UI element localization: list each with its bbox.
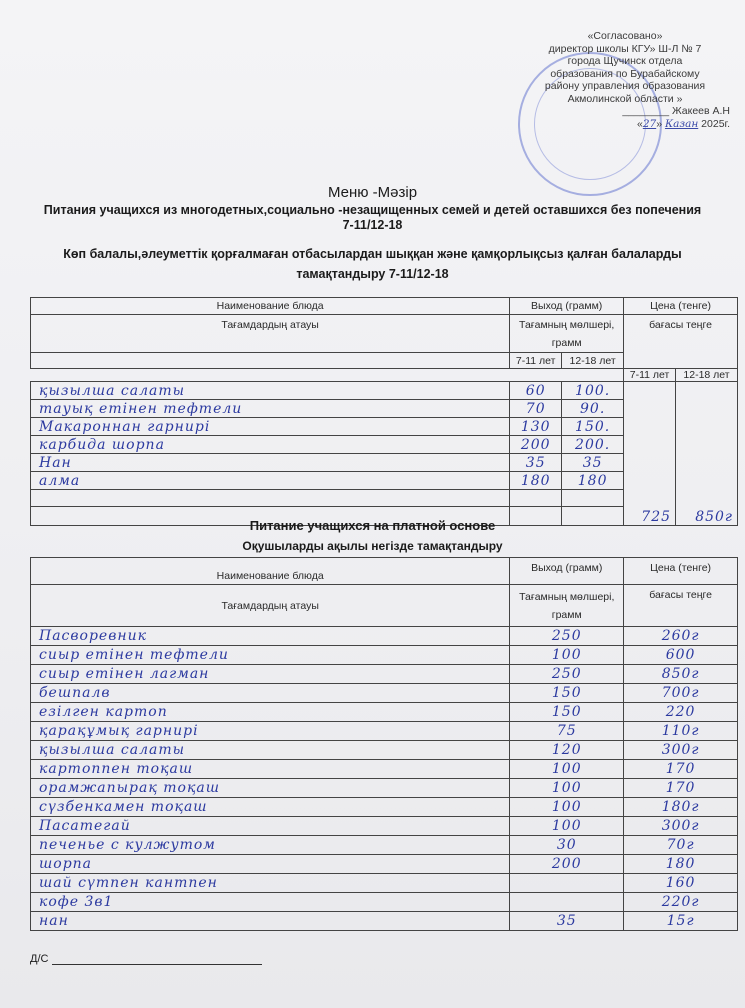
col-header-output-ru: Выход (грамм) — [510, 298, 624, 315]
grams: 100 — [510, 646, 624, 665]
price: 180г — [624, 798, 738, 817]
subtitle-kz — [0, 244, 745, 284]
subtitle-ru-text: Питания учащихся из многодетных,социально -незащищенных семей и детей оставшихся без попечения 7-11/12-18 — [43, 203, 702, 232]
dish-name: езілген картоп — [31, 703, 510, 722]
grams: 120 — [510, 741, 624, 760]
dish-name: алма — [31, 472, 510, 490]
price: 850г — [624, 665, 738, 684]
price: 170 — [624, 760, 738, 779]
empty-cell — [31, 353, 510, 369]
subtitle-kz-text: Көп балалы,әлеуметтік қорғалмаған отбасылардан шыққан және қамқорлықсыз қалған балаларды тамақтандыру 7-11/12-18 — [63, 247, 682, 281]
dish-name: қызылша салаты — [31, 741, 510, 760]
paid-section-title-kz: Оқушыларды ақылы негізде тамақтандыру — [242, 539, 503, 553]
dish-name: печенье с кулжутом — [31, 836, 510, 855]
dish-name: сиыр етінен лагман — [31, 665, 510, 684]
dish-name: орамжапырақ тоқаш — [31, 779, 510, 798]
grams: 150 — [510, 684, 624, 703]
total-12-18: 850г — [676, 382, 738, 526]
page-title: Меню -Мәзір — [327, 184, 418, 201]
approval-line: города Щучинск отдела — [567, 55, 683, 67]
grams-12-18: 35 — [562, 454, 624, 472]
empty-cell — [510, 490, 562, 507]
dish-name: Нан — [31, 454, 510, 472]
age-header: 7-11 лет — [624, 369, 676, 382]
grams: 100 — [510, 760, 624, 779]
approval-block — [520, 30, 730, 130]
approval-line: директор школы КГУ» Ш-Л № 7 — [548, 42, 702, 55]
col-header-price-ru: Цена (тенге) — [624, 558, 738, 585]
price: 15г — [624, 912, 738, 931]
col-header-price-ru: Цена (тенге) — [624, 298, 738, 315]
grams: 100 — [510, 817, 624, 836]
grams-12-18: 90. — [562, 400, 624, 418]
dish-name: Макароннан гарнирі — [31, 418, 510, 436]
grams: 35 — [510, 912, 624, 931]
dish-name: шорпа — [31, 855, 510, 874]
price: 180 — [624, 855, 738, 874]
price: 170 — [624, 779, 738, 798]
age-header: 7-11 лет — [510, 353, 562, 369]
price: 220 — [624, 703, 738, 722]
grams: 30 — [510, 836, 624, 855]
grams — [510, 874, 624, 893]
signature-name: Жакеев А.Н — [671, 105, 730, 117]
grams: 75 — [510, 722, 624, 741]
col-header-name-ru: Наименование блюда — [31, 558, 510, 585]
footer-signature-line — [52, 954, 262, 965]
date-day: 27 — [642, 117, 657, 130]
col-header-price-kz: бағасы теңге — [624, 315, 738, 369]
footer-label: Д/С — [30, 953, 49, 965]
approval-line: району управления образования — [544, 80, 706, 92]
grams-7-11: 60 — [510, 382, 562, 400]
grams: 100 — [510, 779, 624, 798]
col-header-output-ru: Выход (грамм) — [510, 558, 624, 585]
grams-7-11: 35 — [510, 454, 562, 472]
grams: 100 — [510, 798, 624, 817]
col-header-output-kz: Тағамның мөлшері, грамм — [510, 315, 624, 353]
grams-12-18: 180 — [562, 472, 624, 490]
grams-7-11: 180 — [510, 472, 562, 490]
grams: 150 — [510, 703, 624, 722]
grams: 250 — [510, 665, 624, 684]
price: 300г — [624, 741, 738, 760]
date-month: Казан — [664, 117, 699, 130]
grams: 200 — [510, 855, 624, 874]
col-header-output-kz: Тағамның мөлшері, грамм — [510, 585, 624, 627]
price: 600 — [624, 646, 738, 665]
price: 700г — [624, 684, 738, 703]
footer-signature — [30, 953, 262, 965]
price: 300г — [624, 817, 738, 836]
grams-12-18: 200. — [562, 436, 624, 454]
date-year: 2025г. — [701, 117, 730, 130]
approval-line: Акмолинской области » — [567, 92, 683, 105]
dish-name: сүзбенкамен тоқаш — [31, 798, 510, 817]
dish-name: картоппен тоқаш — [31, 760, 510, 779]
dish-name: Пасворевник — [31, 627, 510, 646]
dish-name: нан — [31, 912, 510, 931]
price: 220г — [624, 893, 738, 912]
approval-date — [520, 118, 730, 131]
price: 260г — [624, 627, 738, 646]
grams-12-18: 150. — [562, 418, 624, 436]
total-7-11: 725 — [624, 382, 676, 526]
col-header-name-kz: Тағамдардың атауы — [31, 315, 510, 353]
grams — [510, 893, 624, 912]
paid-meal-table — [30, 557, 738, 931]
empty-cell — [562, 490, 624, 507]
dish-name: қарақұмық гарнирі — [31, 722, 510, 741]
grams: 250 — [510, 627, 624, 646]
age-header: 12-18 лет — [676, 369, 738, 382]
approval-signature: ________ Жакеев А.Н — [622, 105, 730, 117]
date-quote-close: » — [656, 117, 663, 130]
dish-name: қызылша салаты — [31, 382, 510, 400]
empty-cell — [31, 490, 510, 507]
dish-name: Пасатегай — [31, 817, 510, 836]
approval-line: образования по Бурабайскому — [550, 67, 700, 80]
approval-line: «Согласовано» — [587, 30, 663, 42]
price: 110г — [624, 722, 738, 741]
free-meal-table — [30, 297, 738, 526]
subtitle-ru — [0, 203, 745, 233]
dish-name: шай сүтпен кантпен — [31, 874, 510, 893]
grams-7-11: 200 — [510, 436, 562, 454]
col-header-name-kz: Тағамдардың атауы — [31, 585, 510, 627]
age-header: 12-18 лет — [562, 353, 624, 369]
col-header-name-ru: Наименование блюда — [31, 298, 510, 315]
dish-name: тауық етінен тефтели — [31, 400, 510, 418]
dish-name: сиыр етінен тефтели — [31, 646, 510, 665]
dish-name: карбида шорпа — [31, 436, 510, 454]
grams-7-11: 70 — [510, 400, 562, 418]
dish-name: бешпалв — [31, 684, 510, 703]
dish-name: кофе 3в1 — [31, 893, 510, 912]
grams-7-11: 130 — [510, 418, 562, 436]
price: 160 — [624, 874, 738, 893]
price: 70г — [624, 836, 738, 855]
date-quote-open: « — [636, 117, 643, 130]
col-header-price-kz: бағасы теңге — [624, 585, 738, 627]
paid-section-title-ru: Питание учащихся на платной основе — [249, 518, 496, 533]
grams-12-18: 100. — [562, 382, 624, 400]
